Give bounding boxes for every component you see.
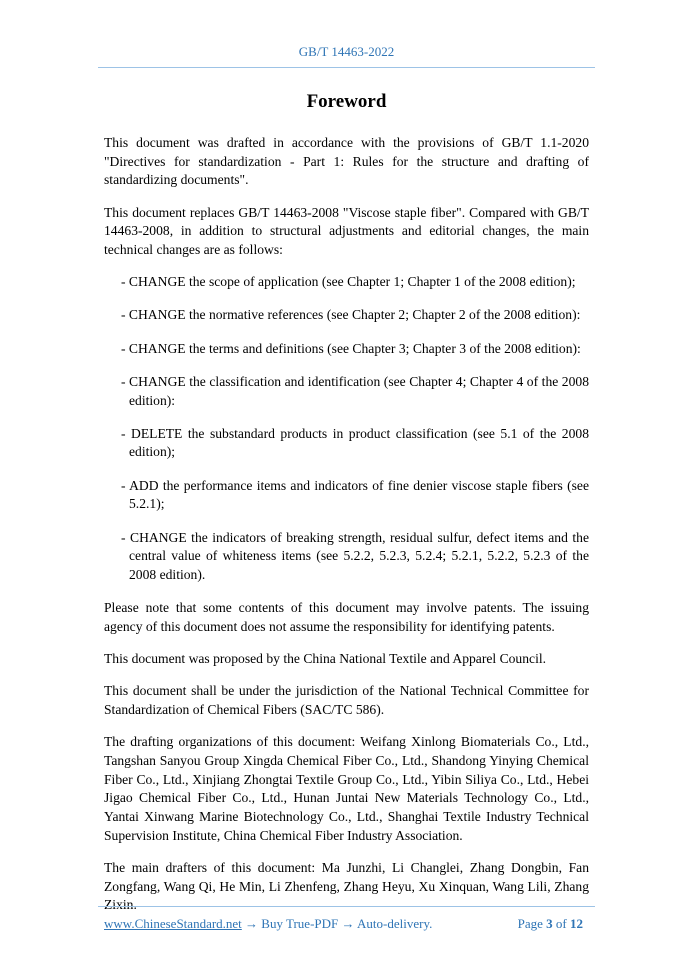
current-page: 3: [546, 916, 553, 931]
paragraph-replaces: This document replaces GB/T 14463-2008 "Viscose staple fiber". Compared with GB/T 14463-2008, in addition to structural adjustments and editorial changes, the main technical changes are as follows:: [104, 204, 589, 258]
change-item: - CHANGE the normative references (see Chapter 2; Chapter 2 of the 2008 edition):: [121, 307, 581, 323]
of-label: of: [555, 916, 567, 931]
paragraph-jurisdiction: This document shall be under the jurisdiction of the National Technical Committee for Standardization of Chemical Fibers (SAC/TC 586).: [104, 683, 589, 717]
footer-divider: [98, 906, 595, 907]
change-item: - CHANGE the terms and definitions (see Chapter 3; Chapter 3 of the 2008 edition):: [121, 340, 581, 356]
page-counter: [518, 916, 583, 932]
page-title: Foreword: [306, 91, 387, 112]
paragraph-drafting-organizations: The drafting organizations of this document: Weifang Xinlong Biomaterials Co., Ltd., Tangshan Sanyou Group Xingda Chemical Fiber Co., Ltd., Shandong Yinying Chemical Fiber Co., Ltd., Xinjiang Zhongtai Textile Group Co., Ltd., Yibin Siliya Co., Ltd., Hebei Jigao Chemical Fiber Co., Ltd., Hunan Juntai New Materials Technology Co., Ltd., Yantai Xinwang Marine Biotechnology Co., Ltd., Shanghai Textile Industry Technical Supervision Institute, China Chemical Fiber Industry Association.: [104, 734, 589, 843]
page-header: [0, 44, 693, 60]
paragraph-patents: Please note that some contents of this document may involve patents. The issuing agency of this document does not assume the responsibility for identifying patents.: [104, 600, 589, 634]
site-link[interactable]: www.ChineseStandard.net: [104, 916, 242, 931]
buy-pdf-text[interactable]: → Buy True-PDF → Auto-delivery.: [245, 916, 433, 931]
change-item: - CHANGE the scope of application (see Chapter 1; Chapter 1 of the 2008 edition);: [121, 274, 576, 290]
page-label: Page: [517, 916, 543, 931]
change-item: - CHANGE the indicators of breaking strength, residual sulfur, defect items and the central value of whiteness items (see 5.2.2, 5.2.3, 5.2.4; 5.2.1, 5.2.2, 5.2.3 of the 2008 edition).: [121, 529, 589, 582]
paragraph-proposed-by: This document was proposed by the China National Textile and Apparel Council.: [104, 651, 547, 667]
change-item: - DELETE the substandard products in product classification (see 5.1 of the 2008 edition);: [121, 425, 589, 460]
header-divider: [98, 67, 595, 68]
document-body: [104, 134, 589, 929]
paragraph-drafters: The main drafters of this document: Ma Junzhi, Li Changlei, Zhang Dongbin, Fan Zongfang, Wang Qi, He Min, Li Zhenfeng, Zhang Heyu, Xu Xinquan, Wang Lili, Zhang Zixin.: [104, 859, 589, 913]
standard-code: GB/T 14463-2022: [298, 44, 395, 59]
change-item: - CHANGE the classification and identification (see Chapter 4; Chapter 4 of the 2008 edition):: [121, 373, 589, 408]
total-pages: 12: [570, 916, 583, 931]
change-item: - ADD the performance items and indicators of fine denier viscose staple fibers (see 5.2.1);: [121, 477, 589, 512]
paragraph-drafting-rules: This document was drafted in accordance with the provisions of GB/T 1.1-2020 "Directives for standardization - Part 1: Rules for the structure and drafting of standardizing documents".: [104, 135, 589, 188]
